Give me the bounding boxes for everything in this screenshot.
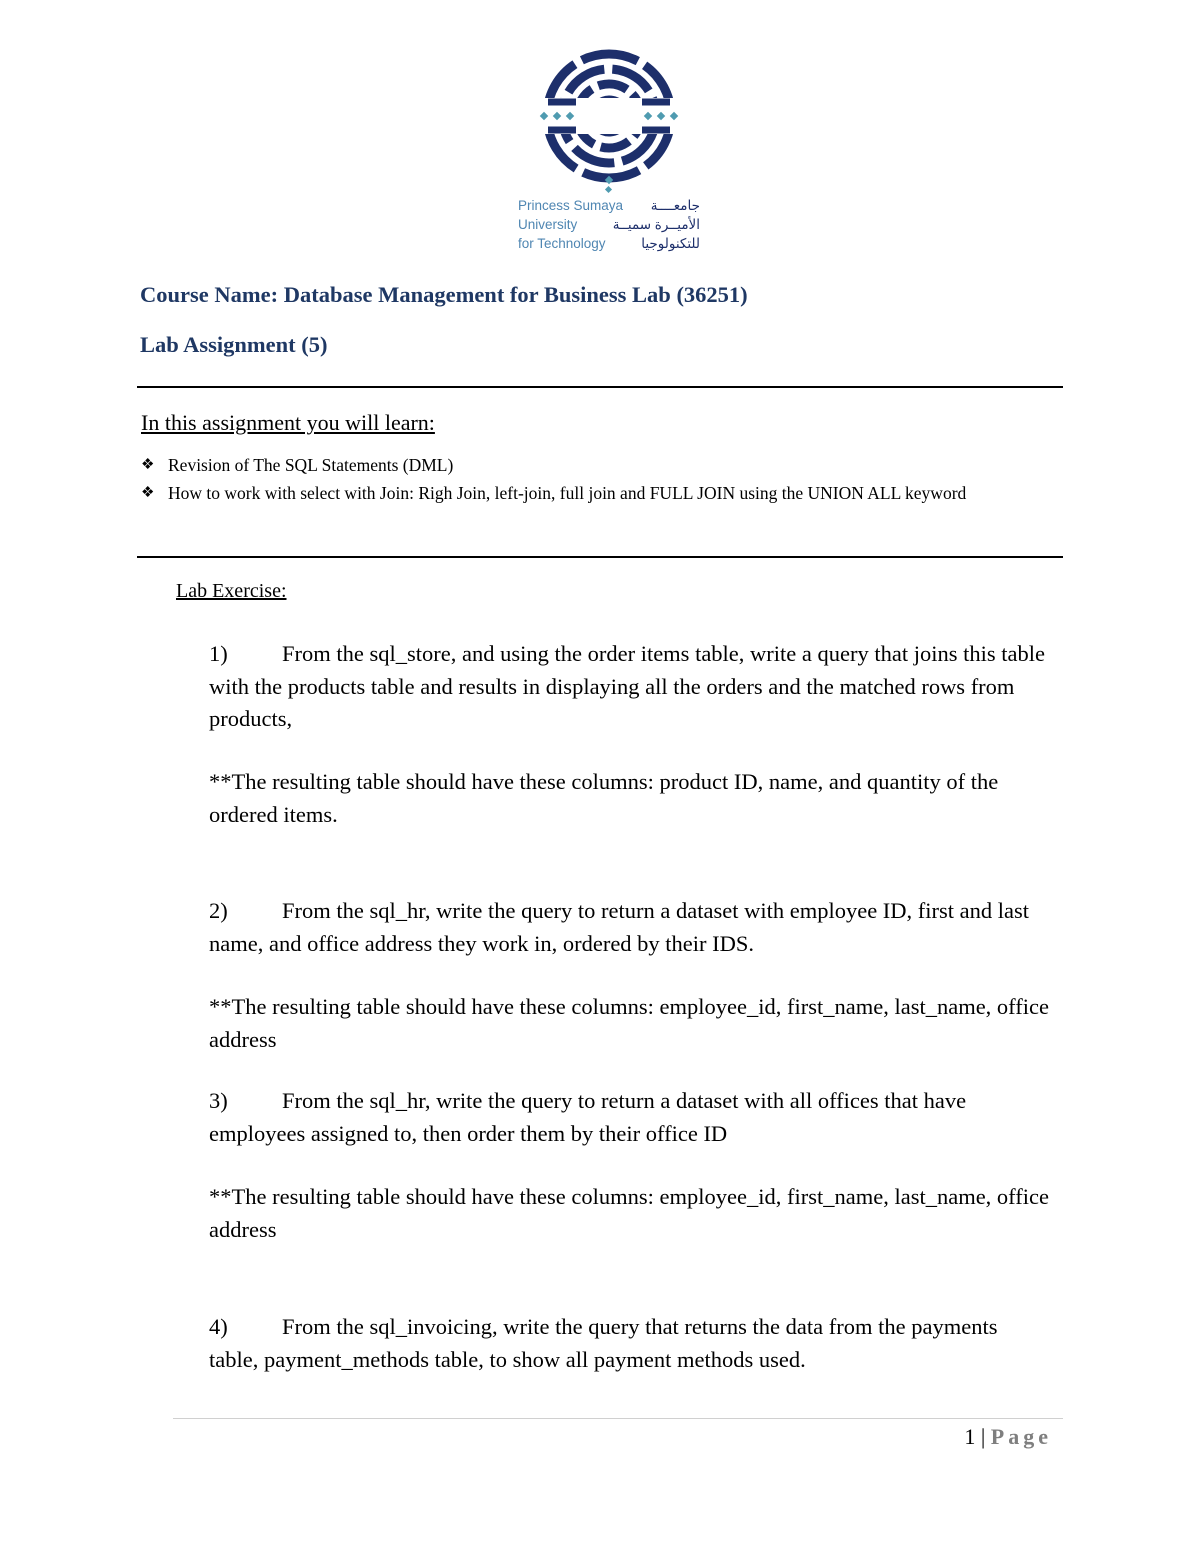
question-text: From the sql_invoicing, write the query that returns the data from the payments table, payment_methods table, to show all payment methods used. — [209, 1314, 998, 1372]
university-logo — [518, 48, 700, 263]
question-2 — [209, 895, 1049, 960]
question-number: 4) — [209, 1314, 228, 1339]
top-divider — [137, 386, 1063, 388]
question-3-note: **The resulting table should have these columns: employee_id, first_name, last_name, office address — [209, 1184, 1049, 1242]
learn-item-text: Revision of The SQL Statements (DML) — [168, 455, 454, 475]
question-2-note: **The resulting table should have these columns: employee_id, first_name, last_name, office address — [209, 994, 1049, 1052]
question-1-note: **The resulting table should have these columns: product ID, name, and quantity of the ordered items. — [209, 769, 999, 827]
bottom-divider — [137, 556, 1063, 558]
logo-name-en: Princess Sumaya — [518, 198, 624, 213]
list-item — [141, 452, 1041, 478]
logo-technology-ar: للتكنولوجيا — [641, 236, 700, 251]
logo-name-ar: جامعــــة — [650, 198, 700, 213]
learn-heading: In this assignment you will learn: — [141, 410, 435, 435]
footer-divider — [173, 1418, 1063, 1419]
page-number: 1 — [964, 1424, 976, 1449]
logo-technology-en: for Technology — [518, 236, 606, 251]
question-number: 3) — [209, 1088, 228, 1113]
learn-item-text: How to work with select with Join: Righ Join, left-join, full join and FULL JOIN using the UNION ALL keyword — [168, 483, 967, 503]
logo-university-ar: الأميــرة سميــة — [612, 217, 700, 232]
lab-exercise-heading: Lab Exercise: — [176, 580, 287, 602]
question-text: From the sql_hr, write the query to return a dataset with employee ID, first and last name, and office address they work in, ordered by their IDS. — [209, 898, 1030, 956]
question-number: 1) — [209, 641, 228, 666]
page-label: Page — [990, 1424, 1052, 1449]
page-separator: | — [980, 1424, 986, 1449]
list-item — [141, 480, 1041, 506]
question-4 — [209, 1311, 1049, 1376]
question-text: From the sql_hr, write the query to return a dataset with all offices that have employees assigned to, then order them by their office ID — [209, 1088, 967, 1146]
question-number: 2) — [209, 898, 228, 923]
assignment-title: Lab Assignment (5) — [140, 332, 328, 357]
page-footer — [964, 1424, 1052, 1450]
question-3 — [209, 1085, 1049, 1150]
logo-university-en: University — [518, 217, 578, 232]
learn-list — [141, 452, 1041, 506]
diamond-bullet-icon: ❖ — [141, 485, 155, 501]
question-1 — [209, 638, 1049, 736]
course-title: Course Name: Database Management for Business Lab (36251) — [140, 282, 748, 307]
diamond-bullet-icon: ❖ — [141, 457, 155, 473]
question-text: From the sql_store, and using the order items table, write a query that joins this table with the products table and results in displaying all the orders and the matched rows from products, — [209, 641, 1045, 731]
university-emblem-icon — [518, 48, 700, 198]
